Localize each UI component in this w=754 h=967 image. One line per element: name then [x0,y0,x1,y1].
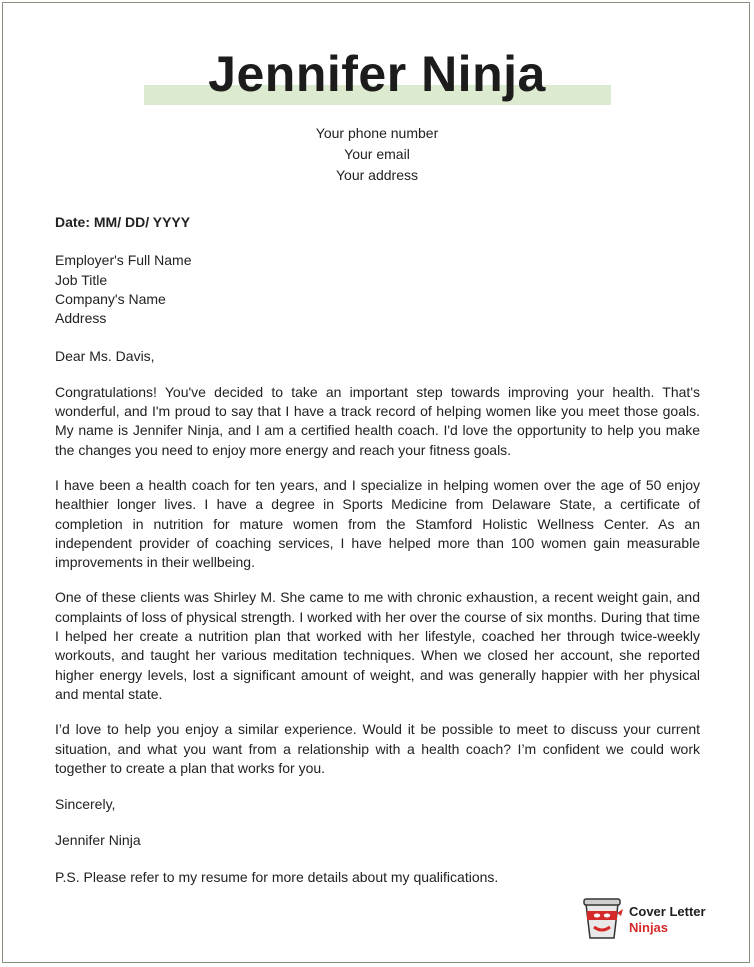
salutation: Dear Ms. Davis, [55,348,155,365]
closing: Sincerely, [55,796,116,813]
letter-page [2,2,750,963]
paragraph-client-story: One of these clients was Shirley M. She came to me with chronic exhaustion, a recent weight gain, and complaints of loss of physical strength. I worked with her over the course of six months. During that time I helped her create a nutrition plan that worked with her lifestyle, coached her through twice-weekly workouts, and taught her various meditation techniques. When we closed her account, she reported higher energy levels, lost a significant amount of weight, and was generally happier with her physical and mental state. [55,589,700,702]
contact-phone: Your phone number [315,125,439,141]
postscript: P.S. Please refer to my resume for more details about my qualifications. [55,868,499,885]
ninja-cup-icon [580,892,624,942]
recipient-name: Employer's Full Name [55,252,192,269]
brand-logo [580,892,730,942]
letter-date: Date: MM/ DD/ YYYY [55,214,191,230]
letter-body [55,213,700,887]
recipient-block [55,251,700,328]
paragraph-qualifications: I have been a health coach for ten years, and I specialize in helping women over the age of 50 enjoy healthier longer lives. I have a degree in Sports Medicine from Delaware State, a certificate of completion in nutrition for mature women from the Stamford Holistic Wellness Center. As an independent provider of coaching services, I have helped more than 100 women gain measurable improvements in their wellbeing. [55,476,700,571]
recipient-address: Address [55,310,107,327]
applicant-name: Jennifer Ninja [208,46,546,102]
name-header [3,43,751,113]
paragraph-intro: Congratulations! You've decided to take an important step towards improving your health. That's wonderful, and I'm proud to say that I have a track record of helping women like you meet those goals. My name is Jennifer Ninja, and I am a certified health coach. I'd love the opportunity to help you make the changes you need to enjoy more energy and reach your fitness goals. [55,383,700,458]
contact-block [3,123,751,186]
brand-wordmark [629,904,706,936]
signature: Jennifer Ninja [55,832,141,849]
contact-address: Your address [336,167,418,183]
recipient-title: Job Title [55,271,108,288]
brand-line-1: Cover Letter [629,904,706,919]
contact-email: Your email [344,146,410,162]
brand-line-2: Ninjas [629,920,669,935]
recipient-company: Company's Name [55,290,166,307]
paragraph-call-to-action: I’d love to help you enjoy a similar experience. Would it be possible to meet to discuss your current situation, and what you want from a relationship with a health coach? I’m confident we could work together to create a plan that works for you. [55,721,700,776]
